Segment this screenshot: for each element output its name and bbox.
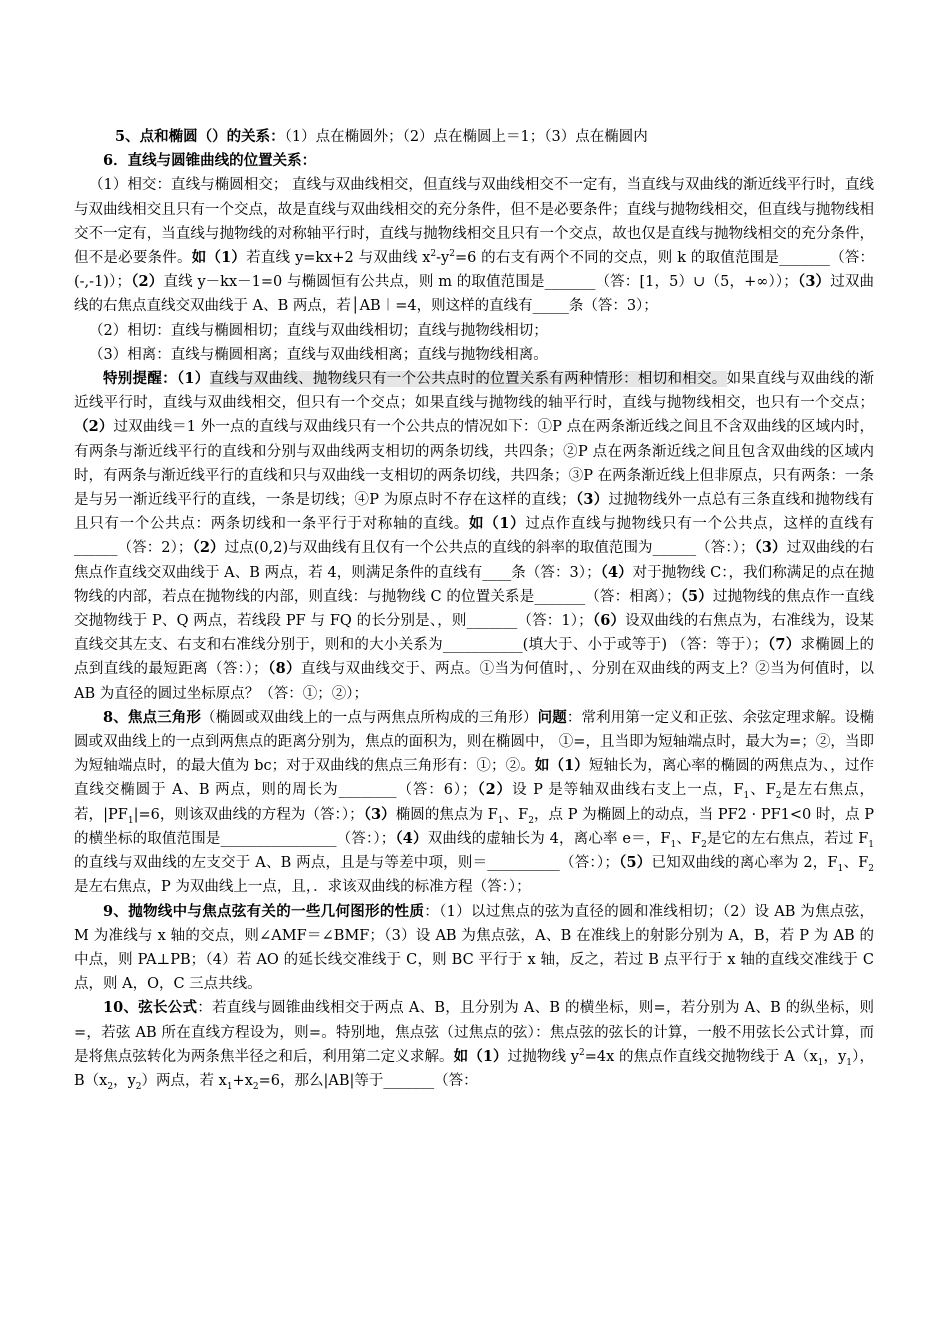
example-text: 过抛物线 y (507, 1048, 579, 1065)
example-label: 如（1） (534, 757, 589, 775)
subscript: 2 (868, 863, 875, 874)
example-text: 设 P 是等轴双曲线右支上一点，F (512, 782, 744, 799)
section-8-paren: （椭圆或双曲线上的一点与两焦点所构成的三角形） (201, 709, 538, 726)
example-label: （2） (131, 273, 164, 291)
example-label: （5） (680, 587, 713, 605)
example-label: 如（1） (468, 515, 526, 533)
superscript: 2 (449, 249, 455, 260)
item-number: （3） (575, 491, 609, 509)
example-label: （3） (363, 805, 396, 823)
example-text: 过点作直线与抛物线只有一个公共点，这样的直线有______（答：2）； (74, 516, 875, 557)
subscript: 1 (837, 863, 844, 874)
example-text: 过点(0,2)与双曲线有且仅有一个公共点的直线的斜率的取值范围为______（答：）； (224, 540, 755, 557)
example-text: 、F (843, 855, 869, 872)
section-9-text: ：（1）以过焦点的弦为直径的圆和准线相切；（2）设 AB 为焦点弦， M 为准线与 x 轴的交点，则∠AMF＝∠BMF；（3）设 AB 为焦点弦，A、B 在准线上的射影分别为 A，B，若 P 为 AB 的中点，则 PA⊥PB；（4）若 AO 的延长线交准线于 C，则 BC 平行于 x 轴，反之，若过 B 点平行于 x 轴的直线交准线于 C 点，则 A，O，C 三点共线。 (74, 903, 874, 993)
section-6-heading: 6．直线与圆锥曲线的位置关系： (103, 152, 317, 170)
example-label: （3） (797, 273, 831, 291)
example-label: （4） (395, 829, 428, 847)
example-1-text: -y (436, 250, 450, 267)
section-5-title: 5、点和椭圆（）的关系： (115, 128, 285, 145)
section-9 (74, 900, 874, 997)
subscript: 1 (226, 1081, 233, 1092)
subscript: 2 (775, 791, 782, 802)
example-text: ，点 P 为椭圆上的动点，当 PF2 · PF1<0 时，点 P 的横坐标的取值范围是________________（答：）； (74, 806, 874, 847)
example-text: 设双曲线的右焦点为，右准线为，设某直线交其左支、右支和右准线分别于，则和的大小关系为___________(填大于、小于或等于) （答：等于）； (74, 613, 875, 654)
subscript: 1 (817, 1057, 824, 1068)
reminder-text: 过双曲线＝1 外一点的直线与双曲线只有一个公共点的情况如下：①P 点在两条渐近线之间且不含双曲线的区域内时，有两条与渐近线平行的直线和分别与双曲线两支相切的两条切线，共四条；②P 点在两条渐近线之间且包含双曲线的区域内时，有两条与渐近线平行的直线和只与双曲线一支相切的两条切线，共四条；③P 在两条渐近线上但非原点，只有两条：一条是与另一渐近线平行的直线，一条是切线；④P 为原点时不存在这样的直线； (74, 419, 875, 509)
example-text: 、F (749, 782, 776, 799)
example-3-text: 过双曲线的右焦点直线交双曲线于 A、B 两点，若│AB︱=4，则这样的直线有_____条（答：3）； (74, 274, 875, 315)
section-10-text: ：若直线与圆锥曲线相交于两点 A、B，且分别为 A、B 的横坐标，则=，若分别为 A、B 的纵坐标，则=，若弦 AB 所在直线方程设为，则=。特别地，焦点弦（过焦点的弦）：焦点弦的弦长的计算，一般不用弦长公式计算，而是将焦点弦转化为两条焦半径之和后，利用第二定义求解。 (74, 1000, 874, 1065)
section-6-title (74, 149, 874, 173)
superscript: 2 (430, 249, 437, 260)
section-5 (74, 125, 874, 149)
document-body (74, 125, 874, 1093)
reminder-text: 如果直线与双曲线的渐近线平行时，直线与双曲线相交，但只有一个交点；如果直线与抛物线的轴平行时，直线与抛物线相交，也只有一个交点； (74, 371, 875, 412)
subscript: 1 (670, 839, 677, 850)
example-text: 已知双曲线的离心率为 2，F (651, 855, 838, 872)
example-label: （2） (192, 539, 225, 557)
intersect-text: （1）相交：直线与椭圆相交； 直线与双曲线相交，但直线与双曲线相交不一定有，当直线与双曲线的渐近线平行时，直线与双曲线相交且只有一个交点，故是直线与双曲线相交的充分条件，但不是必要条件；直线与抛物线相交，但直线与抛物线相交不一定有，当直线与抛物线的对称轴平行时，直线与抛物线相交且只有一个交点，故也仅是直线与抛物线相交的充分条件，但不是必要条件。 (74, 177, 874, 267)
example-text: 是左右焦点，P 为双曲线上一点，且，．求该双曲线的标准方程（答：）； (74, 879, 531, 896)
subscript: 1 (497, 815, 504, 826)
section-6-intersect (74, 173, 874, 318)
example-label: 如（1） (191, 249, 247, 267)
special-reminder (74, 367, 874, 706)
example-label: （6） (592, 612, 626, 630)
section-8 (74, 706, 874, 900)
reminder-label: 特别提醒： (103, 370, 177, 388)
example-text: 过抛物线的焦点作一直线交抛物线于 P、Q 两点，若线段 PF 与 FQ 的长分别是、，则_______（答：1）； (74, 588, 874, 630)
superscript: 2 (578, 1047, 585, 1058)
example-text: 椭圆的焦点为 F (395, 806, 498, 823)
example-text: ），B（x (74, 1048, 874, 1089)
example-1-text: 若直线 y=kx+2 与双曲线 x (246, 250, 431, 267)
example-text: 双曲线的虚轴长为 4，离心率 e＝，F (427, 830, 671, 847)
subscript: 1 (846, 1057, 853, 1068)
example-text: 短轴长为，离心率的椭圆的两焦点为、，过作直线交椭圆于 A、B 两点，则的周长为________（答：6）； (74, 758, 875, 799)
subscript: 2 (252, 1081, 259, 1092)
example-text: 求椭圆上的点到直线的最短距离（答：）； (74, 637, 875, 678)
example-label: （3） (754, 539, 787, 557)
subscript: 2 (528, 815, 534, 826)
example-text: =4x 的焦点作直线交抛物线于 A（x (584, 1048, 818, 1065)
example-text: 直线与双曲线交于、两点。①当为何值时，、分别在双曲线的两支上？②当为何值时，以 AB 为直径的圆过坐标原点？（答：①；②）； (74, 661, 875, 702)
example-text: |=6，则该双曲线的方程为（答：）； (133, 806, 364, 823)
example-label: （8） (267, 660, 301, 678)
example-text: 、F (503, 806, 529, 823)
section-8-title: 8、焦点三角形 (103, 708, 202, 726)
example-text: =6，那么|AB|等于_______（答： (258, 1072, 478, 1089)
example-text: ，y (823, 1048, 847, 1065)
subscript: 2 (135, 1081, 142, 1092)
section-6-separate: （3）相离：直线与椭圆相离；直线与双曲线相离；直线与抛物线相离。 (89, 346, 548, 363)
example-text: 对于抛物线 C：，我们称满足的点在抛物线的内部，若点在抛物线的内部，则直线：与抛物线 C 的位置关系是_______（答：相离）； (74, 564, 875, 605)
section-8-text: ：常利用第一定义和正弦、余弦定理求解。设椭圆或双曲线上的一点到两焦点的距离分别为，焦点的面积为，则在椭圆中， ①=，且当即为短轴端点时，最大为=；②，当即为短轴端点时，的最大值为 bc；对于双曲线的焦点三角形有：①；②。 (74, 709, 875, 775)
section-6-tangent: （2）相切：直线与椭圆相切；直线与双曲线相切；直线与抛物线相切； (89, 322, 548, 339)
example-text: 是左右焦点，若，|PF (74, 782, 874, 823)
subscript: 1 (868, 839, 875, 850)
example-text: 过双曲线的右焦点作直线交双曲线于 A、B 两点，若 4，则满足条件的直线有____条（答：3）； (74, 540, 875, 581)
example-text: ，y (113, 1072, 136, 1089)
example-label: （5） (618, 854, 652, 872)
example-text: 是它的左右焦点，若过 F (706, 830, 869, 847)
subscript: 1 (743, 791, 750, 802)
section-5-text: （1）点在椭圆外；（2）点在椭圆上＝1；（3）点在椭圆内 (284, 129, 648, 145)
example-label: （2） (476, 781, 513, 799)
section-10 (74, 996, 874, 1093)
example-1-text: =6 的右支有两个不同的交点，则 k 的取值范围是_______（答：(-,-1)）； (74, 250, 874, 291)
section-10-title: 10、弦长公式 (103, 999, 198, 1017)
example-2-text: 直线 y－kx－1=0 与椭圆恒有公共点，则 m 的取值范围是_______（答：[1，5）∪（5，+∞））； (163, 274, 798, 291)
reminder-text: 过抛物线外一点总有三条直线和抛物线有且只有一个公共点：两条切线和一条平行于对称轴的直线。 (74, 492, 874, 533)
section-9-title: 9、抛物线中与焦点弦有关的一些几何图形的性质 (103, 902, 425, 920)
example-text: +x (232, 1072, 253, 1089)
example-label: （7） (767, 636, 801, 654)
example-text: ）两点，若 x (141, 1072, 227, 1089)
highlighted-text: 直线与双曲线、抛物线只有一个公共点时的位置关系有两种情形：相切和相交。 (209, 371, 727, 388)
item-number: （2） (74, 418, 114, 436)
subscript: 1 (127, 815, 134, 826)
example-text: 的直线与双曲线的左支交于 A、B 两点，且是与等差中项，则＝__________（答：）； (74, 855, 619, 872)
item-number: （1） (176, 370, 210, 388)
example-label: （4） (600, 563, 633, 581)
subscript: 2 (701, 839, 707, 850)
example-text: 、F (676, 830, 702, 847)
section-8-title: 问题 (537, 708, 567, 726)
subscript: 2 (107, 1081, 114, 1092)
example-label: 如（1） (453, 1047, 508, 1065)
